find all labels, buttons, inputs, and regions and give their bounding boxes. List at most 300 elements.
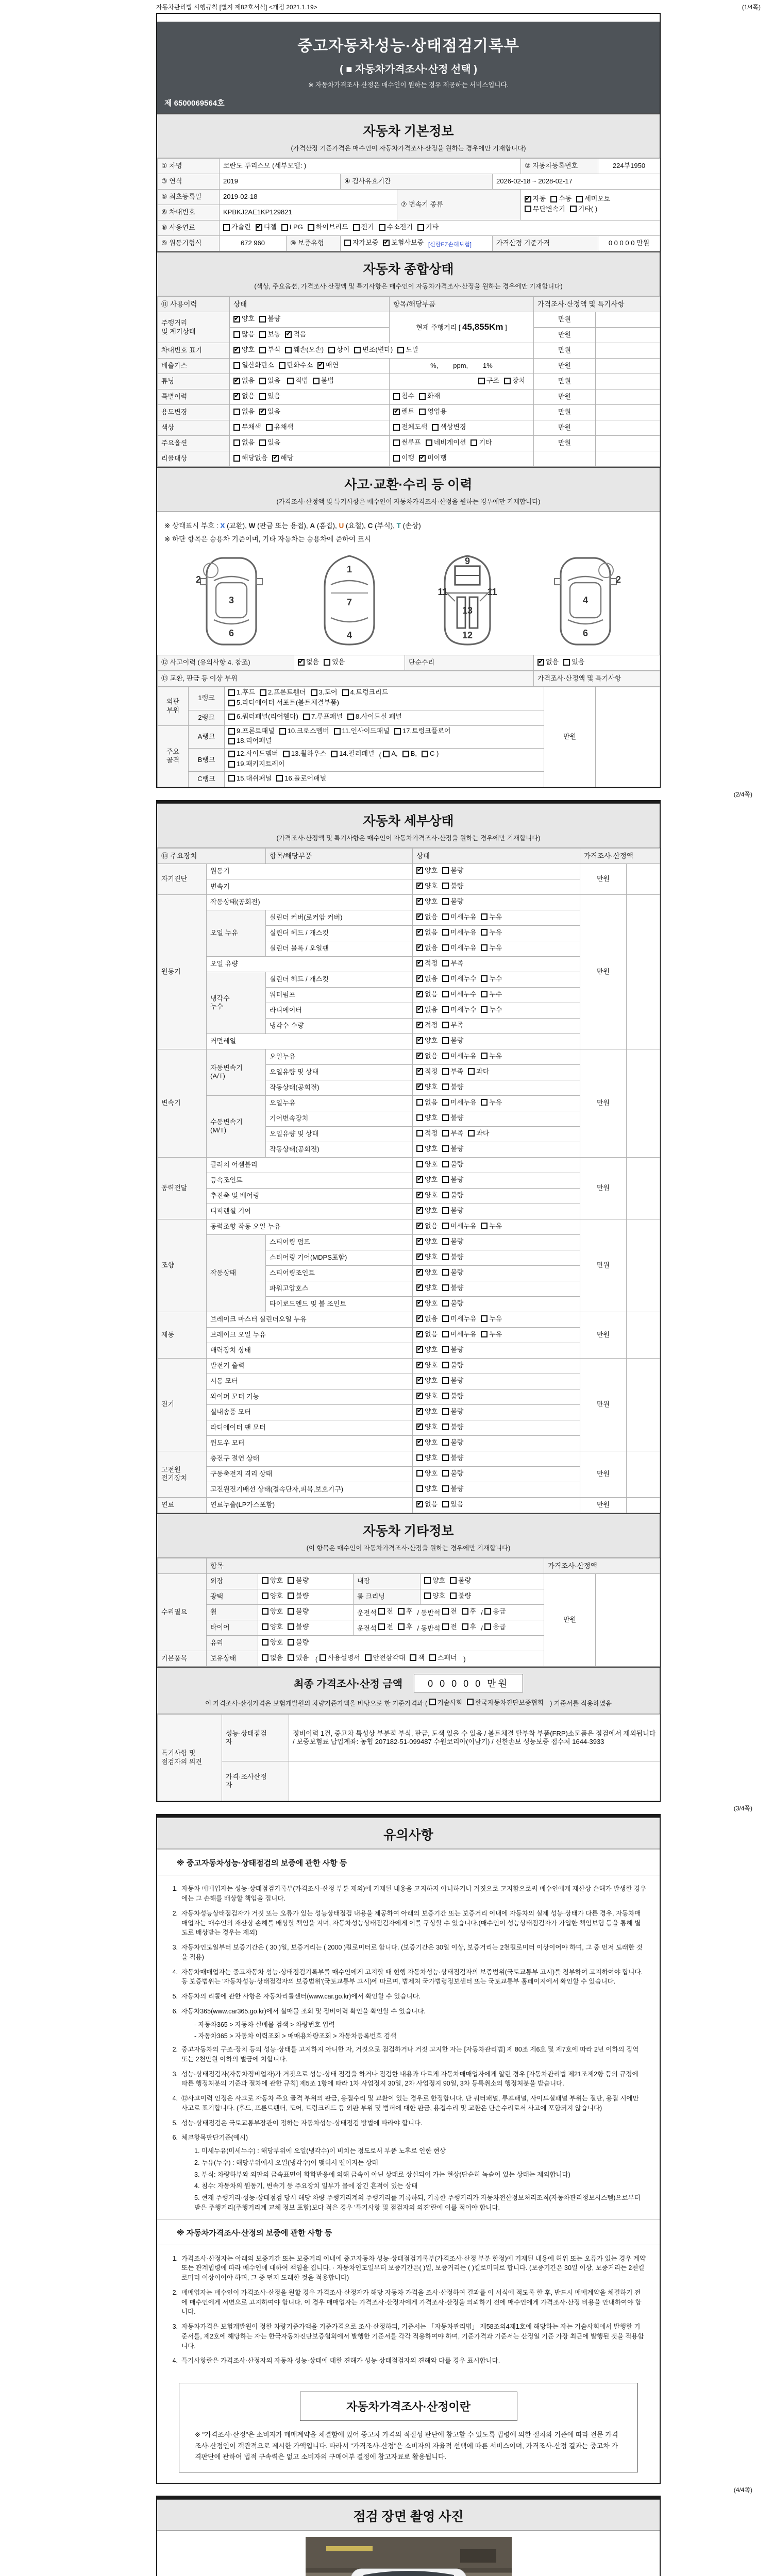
unchecked-box-icon[interactable] [288, 1623, 294, 1630]
checked-box-icon[interactable] [393, 409, 400, 415]
checkbox-부식[interactable] [259, 346, 280, 354]
unchecked-box-icon[interactable] [442, 1300, 449, 1307]
unchecked-box-icon[interactable] [233, 424, 240, 431]
checkbox-양호[interactable] [416, 1423, 438, 1432]
checkbox-불량[interactable] [442, 1361, 463, 1370]
unchecked-box-icon[interactable] [442, 1022, 449, 1028]
unchecked-box-icon[interactable] [279, 362, 285, 369]
unchecked-box-icon[interactable] [331, 751, 338, 757]
checked-box-icon[interactable] [416, 867, 423, 874]
unchecked-box-icon[interactable] [525, 206, 531, 212]
unchecked-box-icon[interactable] [410, 1654, 416, 1661]
checkbox-미세누유[interactable] [442, 928, 476, 937]
checkbox-14.필러패널[interactable] [331, 750, 374, 758]
checkbox-불량[interactable] [288, 1607, 309, 1616]
unchecked-box-icon[interactable] [266, 424, 273, 431]
checkbox-자동[interactable] [525, 195, 546, 204]
unchecked-box-icon[interactable] [442, 1377, 449, 1384]
unchecked-box-icon[interactable] [417, 224, 424, 231]
checkbox-미세누유[interactable] [442, 913, 476, 922]
checkbox-누유[interactable] [481, 913, 502, 922]
checkbox-불량[interactable] [442, 1191, 463, 1200]
unchecked-box-icon[interactable] [429, 1654, 436, 1661]
checkbox-10.크로스멤버[interactable] [279, 727, 329, 736]
unchecked-box-icon[interactable] [342, 689, 349, 696]
unchecked-box-icon[interactable] [228, 775, 235, 782]
unchecked-box-icon[interactable] [354, 347, 361, 353]
checked-box-icon[interactable] [416, 1423, 423, 1430]
unchecked-box-icon[interactable] [416, 1161, 423, 1167]
unchecked-box-icon[interactable] [393, 393, 400, 400]
unchecked-box-icon[interactable] [288, 1639, 294, 1646]
unchecked-box-icon[interactable] [442, 1037, 449, 1044]
checkbox-사용설명서[interactable] [320, 1654, 360, 1663]
checkbox-양호[interactable] [416, 1299, 438, 1308]
checkbox-불량[interactable] [442, 1408, 463, 1416]
checkbox-13.휠하우스[interactable] [283, 750, 326, 758]
unchecked-box-icon[interactable] [233, 362, 240, 369]
unchecked-box-icon[interactable] [426, 439, 432, 446]
checkbox-미세누유[interactable] [442, 1222, 476, 1231]
unchecked-box-icon[interactable] [563, 659, 570, 666]
checkbox-없음[interactable] [537, 658, 559, 667]
unchecked-box-icon[interactable] [394, 728, 401, 735]
checkbox-적정[interactable] [416, 959, 438, 968]
unchecked-box-icon[interactable] [468, 1068, 475, 1075]
unchecked-box-icon[interactable] [442, 1238, 449, 1245]
checked-box-icon[interactable] [416, 898, 423, 905]
unchecked-box-icon[interactable] [223, 224, 230, 231]
checked-box-icon[interactable] [416, 1192, 423, 1198]
checkbox-양호[interactable] [416, 1454, 438, 1463]
checkbox-보통[interactable] [259, 330, 280, 339]
checked-box-icon[interactable] [416, 991, 423, 997]
checkbox-불량[interactable] [442, 1037, 463, 1045]
checkbox-있음[interactable] [259, 438, 280, 447]
unchecked-box-icon[interactable] [424, 1577, 431, 1584]
checkbox-미이행[interactable] [419, 454, 447, 463]
checked-box-icon[interactable] [317, 362, 324, 369]
checkbox-있음[interactable] [442, 1500, 463, 1509]
checked-box-icon[interactable] [416, 1053, 423, 1059]
checked-box-icon[interactable] [416, 975, 423, 982]
unchecked-box-icon[interactable] [416, 1145, 423, 1152]
unchecked-box-icon[interactable] [259, 331, 266, 338]
checkbox-없음[interactable] [416, 1500, 438, 1509]
checkbox-잭[interactable] [410, 1654, 425, 1663]
checkbox-12.사이드멤버[interactable] [228, 750, 278, 758]
checked-box-icon[interactable] [416, 1300, 423, 1307]
checkbox-무단변속기[interactable] [525, 205, 565, 214]
unchecked-box-icon[interactable] [468, 1130, 475, 1137]
unchecked-box-icon[interactable] [442, 1068, 449, 1075]
checkbox-전체도색[interactable] [393, 423, 427, 432]
checked-box-icon[interactable] [416, 929, 423, 936]
checkbox-불량[interactable] [442, 1268, 463, 1277]
unchecked-box-icon[interactable] [481, 1223, 488, 1229]
checkbox-양호[interactable] [416, 1114, 438, 1123]
checkbox-양호[interactable] [262, 1623, 283, 1632]
checkbox-LPG[interactable] [281, 223, 303, 232]
checkbox-적정[interactable] [416, 1129, 438, 1138]
unchecked-box-icon[interactable] [383, 751, 390, 757]
checkbox-없음[interactable] [233, 438, 255, 447]
unchecked-box-icon[interactable] [347, 714, 354, 720]
checkbox-없음[interactable] [416, 928, 438, 937]
checkbox-불량[interactable] [288, 1577, 309, 1585]
checkbox-누수[interactable] [481, 975, 502, 984]
checkbox-없음[interactable] [233, 377, 255, 385]
unchecked-box-icon[interactable] [442, 1269, 449, 1276]
unchecked-box-icon[interactable] [233, 439, 240, 446]
checkbox-양호[interactable] [416, 1207, 438, 1215]
checkbox-불량[interactable] [442, 1438, 463, 1447]
checkbox-화재[interactable] [419, 392, 440, 401]
checkbox-상이[interactable] [328, 346, 349, 354]
checkbox-한국자동차진단보증협회[interactable] [467, 1698, 544, 1707]
unchecked-box-icon[interactable] [442, 867, 449, 874]
checked-box-icon[interactable] [416, 1068, 423, 1075]
checked-box-icon[interactable] [233, 378, 240, 384]
checkbox-누유[interactable] [481, 1315, 502, 1324]
checkbox-이행[interactable] [393, 454, 414, 463]
unchecked-box-icon[interactable] [442, 1485, 449, 1492]
unchecked-box-icon[interactable] [442, 1454, 449, 1461]
checkbox-불량[interactable] [442, 1392, 463, 1401]
checkbox-후[interactable] [462, 1607, 477, 1616]
checkbox-양호[interactable] [416, 1191, 438, 1200]
checked-box-icon[interactable] [416, 1223, 423, 1229]
unchecked-box-icon[interactable] [442, 1192, 449, 1198]
unchecked-box-icon[interactable] [442, 1315, 449, 1322]
unchecked-box-icon[interactable] [442, 1253, 449, 1260]
checkbox-19.패키지트레이[interactable] [228, 760, 284, 769]
checkbox-양호[interactable] [416, 1145, 438, 1154]
checkbox-기타[interactable] [470, 438, 492, 447]
checkbox-없음[interactable] [298, 658, 319, 667]
checkbox-양호[interactable] [262, 1607, 283, 1616]
checkbox-응급[interactable] [484, 1607, 506, 1616]
unchecked-box-icon[interactable] [442, 1423, 449, 1430]
unchecked-box-icon[interactable] [481, 991, 488, 997]
checkbox-4.트렁크리드[interactable] [342, 688, 389, 697]
unchecked-box-icon[interactable] [228, 751, 235, 757]
checkbox-양호[interactable] [416, 1392, 438, 1401]
checkbox-수소전기[interactable] [379, 223, 413, 232]
unchecked-box-icon[interactable] [442, 1331, 449, 1337]
unchecked-box-icon[interactable] [416, 1130, 423, 1137]
unchecked-box-icon[interactable] [442, 1176, 449, 1183]
checkbox-양호[interactable] [233, 346, 255, 354]
checkbox-스패너[interactable] [429, 1654, 457, 1663]
checkbox-탄화수소[interactable] [279, 361, 313, 370]
checkbox-있음[interactable] [288, 1654, 309, 1663]
checkbox-양호[interactable] [416, 1438, 438, 1447]
checkbox-전[interactable] [378, 1607, 393, 1616]
unchecked-box-icon[interactable] [419, 409, 426, 415]
checkbox-세미오토[interactable] [576, 195, 610, 204]
unchecked-box-icon[interactable] [393, 424, 400, 431]
unchecked-box-icon[interactable] [283, 751, 290, 757]
checkbox-누유[interactable] [481, 1052, 502, 1061]
unchecked-box-icon[interactable] [353, 224, 360, 231]
checkbox-불량[interactable] [442, 1160, 463, 1169]
checkbox-미세누수[interactable] [442, 990, 476, 999]
checked-box-icon[interactable] [233, 316, 240, 323]
unchecked-box-icon[interactable] [550, 196, 557, 202]
unchecked-box-icon[interactable] [398, 1623, 405, 1630]
unchecked-box-icon[interactable] [481, 929, 488, 936]
checkbox-전기[interactable] [353, 223, 374, 232]
unchecked-box-icon[interactable] [484, 1623, 491, 1630]
unchecked-box-icon[interactable] [279, 728, 286, 735]
unchecked-box-icon[interactable] [378, 1608, 385, 1615]
unchecked-box-icon[interactable] [442, 1145, 449, 1152]
checkbox-양호[interactable] [416, 1176, 438, 1184]
unchecked-box-icon[interactable] [481, 1331, 488, 1337]
unchecked-box-icon[interactable] [228, 728, 235, 735]
unchecked-box-icon[interactable] [365, 1654, 372, 1661]
checkbox-불량[interactable] [288, 1623, 309, 1632]
checkbox-기타[interactable] [417, 223, 439, 232]
unchecked-box-icon[interactable] [288, 1592, 294, 1599]
checked-box-icon[interactable] [416, 1331, 423, 1337]
unchecked-box-icon[interactable] [470, 439, 477, 446]
checkbox-무채색[interactable] [233, 423, 261, 432]
checkbox-7.루프패널[interactable] [303, 713, 343, 721]
unchecked-box-icon[interactable] [481, 944, 488, 951]
checkbox-불량[interactable] [288, 1638, 309, 1647]
checkbox-불량[interactable] [259, 315, 280, 324]
checkbox-A,[interactable] [383, 750, 397, 758]
checkbox-누수[interactable] [481, 1006, 502, 1014]
unchecked-box-icon[interactable] [228, 714, 235, 720]
checkbox-미세누유[interactable] [442, 1098, 476, 1107]
checkbox-전[interactable] [442, 1607, 457, 1616]
checkbox-양호[interactable] [416, 1037, 438, 1045]
unchecked-box-icon[interactable] [481, 1053, 488, 1059]
unchecked-box-icon[interactable] [311, 689, 317, 696]
checkbox-침수[interactable] [393, 392, 414, 401]
checkbox-보험사보증[interactable] [383, 239, 424, 247]
checkbox-응급[interactable] [484, 1623, 506, 1632]
checkbox-없음[interactable] [416, 1052, 438, 1061]
checkbox-불량[interactable] [442, 897, 463, 906]
checkbox-불량[interactable] [442, 1114, 463, 1123]
checkbox-양호[interactable] [424, 1577, 445, 1585]
checkbox-불량[interactable] [442, 1454, 463, 1463]
unchecked-box-icon[interactable] [442, 1608, 449, 1615]
checkbox-구조[interactable] [478, 377, 499, 385]
checkbox-색상변경[interactable] [432, 423, 466, 432]
checked-box-icon[interactable] [416, 1238, 423, 1245]
unchecked-box-icon[interactable] [442, 1161, 449, 1167]
checkbox-누수[interactable] [481, 990, 502, 999]
checkbox-썬루프[interactable] [393, 438, 421, 447]
checked-box-icon[interactable] [416, 1284, 423, 1291]
unchecked-box-icon[interactable] [233, 331, 240, 338]
unchecked-box-icon[interactable] [442, 1053, 449, 1059]
unchecked-box-icon[interactable] [393, 455, 400, 462]
checkbox-과다[interactable] [468, 1067, 489, 1076]
checkbox-양호[interactable] [416, 1083, 438, 1092]
checkbox-불량[interactable] [442, 1469, 463, 1478]
unchecked-box-icon[interactable] [228, 738, 235, 744]
unchecked-box-icon[interactable] [450, 1577, 457, 1584]
checked-box-icon[interactable] [416, 913, 423, 920]
checkbox-훼손(오손)[interactable] [285, 346, 324, 354]
checkbox-불량[interactable] [442, 1253, 463, 1262]
checkbox-불량[interactable] [442, 1284, 463, 1293]
checkbox-양호[interactable] [416, 1253, 438, 1262]
unchecked-box-icon[interactable] [419, 393, 426, 400]
unchecked-box-icon[interactable] [416, 1099, 423, 1106]
unchecked-box-icon[interactable] [262, 1623, 268, 1630]
unchecked-box-icon[interactable] [442, 1114, 449, 1121]
checkbox-렌트[interactable] [393, 408, 414, 416]
checkbox-기술사회[interactable] [429, 1698, 462, 1707]
unchecked-box-icon[interactable] [262, 1654, 268, 1661]
checked-box-icon[interactable] [416, 1362, 423, 1368]
unchecked-box-icon[interactable] [442, 1362, 449, 1368]
unchecked-box-icon[interactable] [288, 1654, 294, 1661]
checkbox-적음[interactable] [285, 330, 306, 339]
unchecked-box-icon[interactable] [259, 393, 266, 400]
unchecked-box-icon[interactable] [259, 439, 266, 446]
checked-box-icon[interactable] [416, 1393, 423, 1399]
unchecked-box-icon[interactable] [228, 689, 235, 696]
checked-box-icon[interactable] [537, 659, 544, 666]
checkbox-B,[interactable] [402, 750, 417, 758]
unchecked-box-icon[interactable] [442, 975, 449, 982]
unchecked-box-icon[interactable] [462, 1608, 468, 1615]
checkbox-없음[interactable] [416, 975, 438, 984]
unchecked-box-icon[interactable] [262, 1592, 268, 1599]
unchecked-box-icon[interactable] [481, 975, 488, 982]
checkbox-2.프론트휀더[interactable] [260, 688, 306, 697]
unchecked-box-icon[interactable] [481, 1006, 488, 1013]
checkbox-하이브리드[interactable] [308, 223, 348, 232]
checkbox-미세누유[interactable] [442, 1315, 476, 1324]
checkbox-일산화탄소[interactable] [233, 361, 274, 370]
unchecked-box-icon[interactable] [288, 1577, 294, 1584]
checkbox-변조(변타)[interactable] [354, 346, 393, 354]
checked-box-icon[interactable] [256, 224, 262, 231]
unchecked-box-icon[interactable] [233, 409, 240, 415]
unchecked-box-icon[interactable] [481, 1315, 488, 1322]
checkbox-불량[interactable] [442, 1485, 463, 1494]
checkbox-16.플로어패널[interactable] [276, 774, 326, 783]
checkbox-네비게이션[interactable] [426, 438, 466, 447]
checked-box-icon[interactable] [416, 1176, 423, 1183]
checked-box-icon[interactable] [416, 1022, 423, 1028]
unchecked-box-icon[interactable] [429, 1699, 436, 1705]
checked-box-icon[interactable] [416, 944, 423, 951]
unchecked-box-icon[interactable] [422, 751, 428, 757]
checkbox-전[interactable] [378, 1623, 393, 1632]
checkbox-없음[interactable] [416, 1330, 438, 1339]
checkbox-불량[interactable] [442, 1083, 463, 1092]
checkbox-양호[interactable] [416, 1268, 438, 1277]
checkbox-불량[interactable] [442, 1346, 463, 1354]
unchecked-box-icon[interactable] [259, 347, 266, 353]
checkbox-누유[interactable] [481, 944, 502, 953]
unchecked-box-icon[interactable] [416, 1454, 423, 1461]
unchecked-box-icon[interactable] [484, 1608, 491, 1615]
unchecked-box-icon[interactable] [450, 1592, 457, 1599]
checkbox-없음[interactable] [416, 1098, 438, 1107]
checked-box-icon[interactable] [233, 347, 240, 353]
checkbox-양호[interactable] [416, 1485, 438, 1494]
unchecked-box-icon[interactable] [320, 1654, 326, 1661]
checked-box-icon[interactable] [285, 331, 292, 338]
checkbox-적법[interactable] [287, 377, 308, 385]
checkbox-안전삼각대[interactable] [365, 1654, 406, 1663]
unchecked-box-icon[interactable] [462, 1623, 468, 1630]
unchecked-box-icon[interactable] [393, 439, 400, 446]
unchecked-box-icon[interactable] [478, 378, 485, 384]
unchecked-box-icon[interactable] [576, 196, 583, 202]
checked-box-icon[interactable] [416, 1501, 423, 1507]
checked-box-icon[interactable] [416, 1408, 423, 1415]
checkbox-없음[interactable] [262, 1654, 283, 1663]
checkbox-유채색[interactable] [266, 423, 294, 432]
unchecked-box-icon[interactable] [442, 1223, 449, 1229]
unchecked-box-icon[interactable] [328, 347, 335, 353]
unchecked-box-icon[interactable] [442, 1623, 449, 1630]
checked-box-icon[interactable] [233, 393, 240, 400]
checkbox-17.트렁크플로어[interactable] [394, 727, 450, 736]
unchecked-box-icon[interactable] [432, 424, 439, 431]
unchecked-box-icon[interactable] [442, 913, 449, 920]
checkbox-부족[interactable] [442, 959, 463, 968]
checkbox-양호[interactable] [416, 1361, 438, 1370]
checkbox-불량[interactable] [442, 1423, 463, 1432]
checkbox-양호[interactable] [424, 1592, 445, 1601]
unchecked-box-icon[interactable] [570, 206, 577, 212]
unchecked-box-icon[interactable] [442, 944, 449, 951]
checkbox-불량[interactable] [288, 1592, 309, 1601]
checkbox-도말[interactable] [397, 346, 418, 354]
checkbox-장치[interactable] [504, 377, 525, 385]
checkbox-해당없음[interactable] [233, 454, 267, 463]
unchecked-box-icon[interactable] [228, 761, 235, 768]
checkbox-양호[interactable] [416, 897, 438, 906]
checked-box-icon[interactable] [416, 1253, 423, 1260]
unchecked-box-icon[interactable] [398, 1608, 405, 1615]
checkbox-누유[interactable] [481, 928, 502, 937]
checkbox-과다[interactable] [468, 1129, 489, 1138]
checked-box-icon[interactable] [416, 1269, 423, 1276]
unchecked-box-icon[interactable] [260, 689, 266, 696]
checkbox-3.도어[interactable] [311, 688, 338, 697]
checkbox-누유[interactable] [481, 1098, 502, 1107]
unchecked-box-icon[interactable] [276, 775, 283, 782]
checkbox-양호[interactable] [262, 1638, 283, 1647]
checkbox-미세누수[interactable] [442, 1006, 476, 1014]
checkbox-수동[interactable] [550, 195, 572, 204]
checkbox-없음[interactable] [233, 392, 255, 401]
checkbox-11.인사이드패널[interactable] [334, 727, 390, 736]
unchecked-box-icon[interactable] [442, 1284, 449, 1291]
checkbox-후[interactable] [462, 1623, 477, 1632]
unchecked-box-icon[interactable] [442, 1501, 449, 1507]
checkbox-불량[interactable] [450, 1592, 471, 1601]
checkbox-미세누유[interactable] [442, 944, 476, 953]
checkbox-없음[interactable] [416, 1006, 438, 1014]
unchecked-box-icon[interactable] [442, 929, 449, 936]
checkbox-9.프론트패널[interactable] [228, 727, 275, 736]
